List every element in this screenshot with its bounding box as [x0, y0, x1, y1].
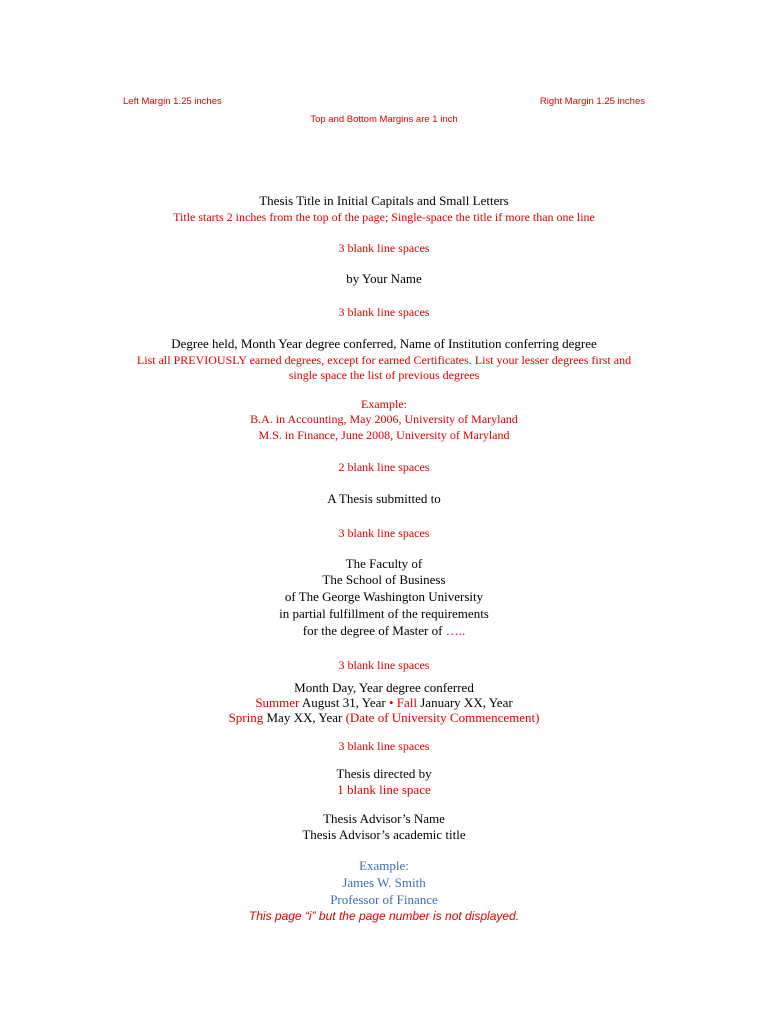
summer-fall-line — [0, 695, 768, 711]
author-line: by Your Name — [346, 271, 422, 286]
advisor-name: Thesis Advisor’s Name — [323, 811, 445, 826]
degrees-line: Degree held, Month Year degree conferred, Name of Institution conferring degree — [171, 336, 597, 351]
degree-of-master-text: for the degree of Master of — [302, 623, 443, 638]
conferred-date-line: Month Day, Year degree conferred — [294, 680, 474, 695]
title-note: Title starts 2 inches from the top of the page; Single-space the title if more than one line — [173, 210, 595, 224]
degrees-note-line1: List all PREVIOUSLY earned degrees, except for earned Certificates. List your lesser degrees first and — [136, 353, 632, 367]
degrees-note-line2: single space the list of previous degrees — [288, 368, 480, 382]
date-spacing-note: 3 blank line spaces — [338, 739, 430, 753]
fall-label: Fall — [393, 695, 417, 710]
degree-dots: ….. — [442, 623, 466, 638]
advisor-spacing-note: 1 blank line space — [337, 782, 431, 797]
degrees-example-1: B.A. in Accounting, May 2006, University of Maryland — [250, 412, 518, 426]
page-number-note-line — [0, 908, 768, 924]
advisor-example-title: Professor of Finance — [330, 892, 438, 907]
spring-note: (Date of University Commencement) — [345, 710, 540, 725]
summer-date: August 31, Year — [299, 695, 389, 710]
title-spacing-note: 3 blank line spaces — [338, 241, 430, 255]
degree-spacing-note: 3 blank line spaces — [338, 658, 430, 672]
thesis-title: Thesis Title in Initial Capitals and Small Letters — [259, 193, 509, 208]
faculty-line-3: of The George Washington University — [284, 589, 484, 604]
summer-label: Summer — [255, 695, 300, 710]
faculty-line-2: The School of Business — [322, 572, 446, 587]
submitted-spacing-note: 3 blank line spaces — [338, 526, 430, 540]
advisor-example-label: Example: — [359, 858, 409, 873]
right-margin-note: Right Margin 1.25 inches — [539, 96, 645, 107]
directed-by-line: Thesis directed by — [336, 766, 432, 781]
submitted-line: A Thesis submitted to — [327, 491, 441, 506]
page-number-note: This page “i” but the page number is not displayed. — [248, 909, 520, 923]
degrees-spacing-note: 2 blank line spaces — [338, 460, 430, 474]
top-bottom-margin-note: Top and Bottom Margins are 1 inch — [310, 114, 458, 125]
fall-date: January XX, Year — [417, 695, 513, 710]
faculty-line-4: in partial fulfillment of the requirements — [279, 606, 489, 621]
faculty-line-1: The Faculty of — [345, 556, 423, 571]
degrees-example-2: M.S. in Finance, June 2008, University of Maryland — [258, 428, 510, 442]
left-margin-note: Left Margin 1.25 inches — [123, 96, 222, 107]
spring-label: Spring — [228, 710, 264, 725]
spring-line — [0, 710, 768, 726]
author-spacing-note: 3 blank line spaces — [338, 305, 430, 319]
bullet-icon: • — [388, 695, 394, 710]
spring-date: May XX, Year — [263, 710, 346, 725]
degree-of-master-line — [0, 623, 768, 639]
advisor-example-name: James W. Smith — [342, 875, 426, 890]
degrees-example-label: Example: — [361, 397, 407, 411]
advisor-title: Thesis Advisor’s academic title — [302, 827, 466, 842]
